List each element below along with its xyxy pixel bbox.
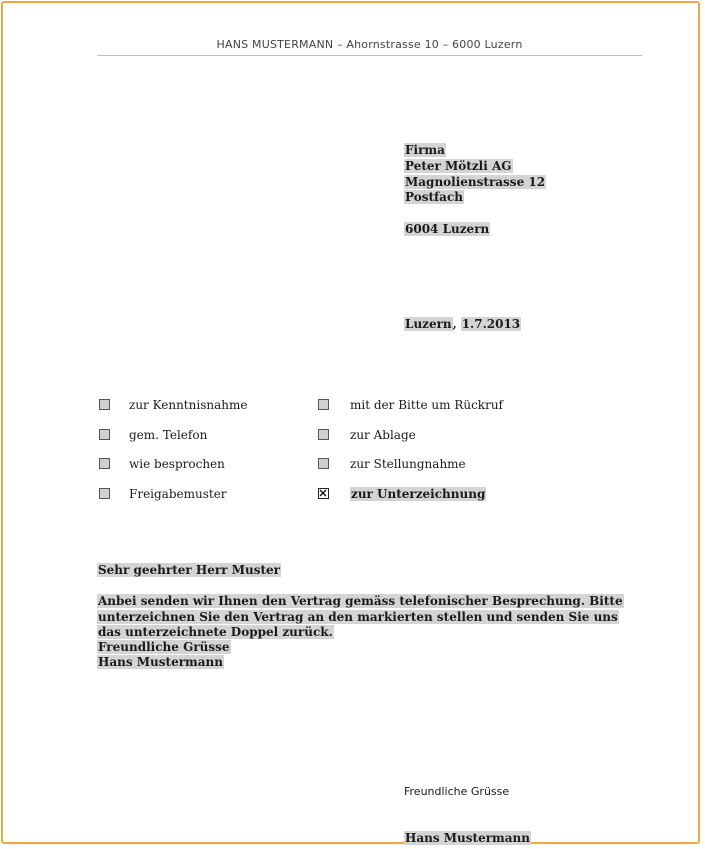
checkbox-unterzeichnung[interactable] [318, 488, 329, 499]
letterhead-divider [97, 55, 642, 56]
checkbox-stellungnahme[interactable] [318, 458, 329, 469]
recipient-city: 6004 Luzern [405, 222, 490, 236]
signature-name: Hans Mustermann [405, 831, 530, 845]
check-cross-icon [319, 489, 327, 497]
recipient-line-1: Firma [405, 143, 445, 157]
letterhead: HANS MUSTERMANN – Ahornstrasse 10 – 6000 Luzern [216, 38, 523, 51]
checkbox-label: Freigabemuster [129, 487, 227, 501]
signature-closing: Freundliche Grüsse [404, 785, 510, 798]
checkbox-telefon[interactable] [99, 429, 110, 440]
checkbox-label: zur Kenntnisnahme [129, 398, 248, 412]
checkbox-kenntnisnahme[interactable] [99, 399, 110, 410]
checkbox-label: gem. Telefon [129, 428, 208, 442]
checkbox-label: mit der Bitte um Rückruf [350, 398, 503, 412]
checkbox-rueckruf[interactable] [318, 399, 329, 410]
recipient-postbox: Postfach [405, 190, 463, 204]
letter-body: Anbei senden wir Ihnen den Vertrag gemäss telefonischer Besprechung. Bitte unterzeichnen Sie den Vertrag an den markierten stellen und senden Sie uns das unterzeichnete Doppel zurück. [98, 594, 623, 639]
checkbox-freigabemuster[interactable] [99, 488, 110, 499]
checkbox-besprochen[interactable] [99, 458, 110, 469]
date-separator: , [452, 317, 457, 331]
letter-sender: Hans Mustermann [98, 655, 223, 669]
salutation: Sehr geehrter Herr Muster [98, 563, 280, 577]
checkbox-label: zur Stellungnahme [350, 457, 466, 471]
checkbox-label-checked: zur Unterzeichnung [351, 487, 486, 501]
recipient-company: Peter Mötzli AG [405, 159, 512, 173]
checkbox-label: zur Ablage [350, 428, 416, 442]
page-frame [1, 1, 700, 844]
recipient-street: Magnolienstrasse 12 [405, 175, 546, 189]
checkbox-label: wie besprochen [129, 457, 225, 471]
date-value: 1.7.2013 [461, 317, 521, 331]
checkbox-ablage[interactable] [318, 429, 329, 440]
letter-closing: Freundliche Grüsse [98, 640, 230, 654]
date-place: Luzern [405, 317, 452, 331]
letter-date [404, 317, 521, 332]
